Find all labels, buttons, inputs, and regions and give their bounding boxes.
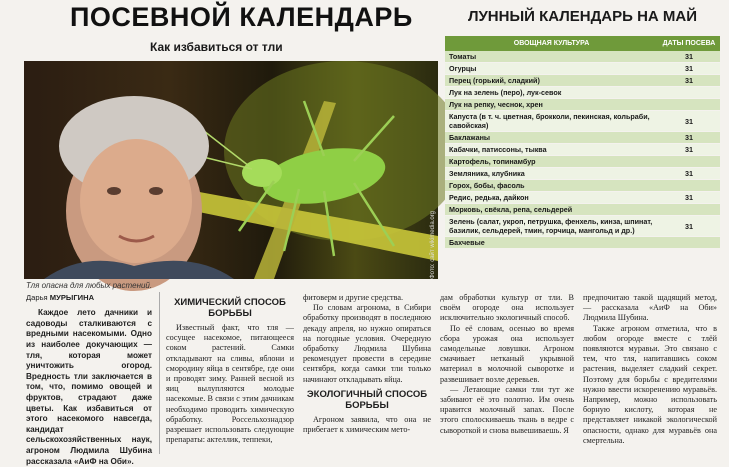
lunar-calendar-title: ЛУННЫЙ КАЛЕНДАРЬ НА МАЙ (467, 8, 698, 25)
article-column-1 (26, 293, 152, 466)
table-row (445, 132, 720, 144)
sowing-date: 31 (685, 193, 693, 202)
article-column-3 (303, 293, 431, 454)
sowing-date (658, 204, 720, 215)
sowing-date (658, 87, 720, 98)
lunar-calendar (445, 0, 720, 249)
table-row (445, 51, 720, 63)
sowing-date: 31 (685, 221, 693, 231)
sowing-date (658, 99, 720, 110)
table-row (445, 111, 720, 132)
column-header-dates: ДАТЫ ПОСЕВА (662, 40, 716, 47)
lunar-table-body (445, 51, 720, 249)
article-paragraph: Агроном заявила, что она не прибегает к химическим мето- (303, 414, 431, 435)
sowing-date: 31 (685, 64, 693, 73)
sowing-date: 31 (685, 116, 693, 126)
crop-name: Огурцы (449, 64, 477, 73)
crop-name: Земляника, клубника (449, 169, 525, 178)
table-row (445, 237, 720, 249)
section-title-ecological: ЭКОЛОГИЧНЫЙ СПОСОБ БОРЬБЫ (306, 388, 428, 411)
sowing-date (658, 237, 720, 248)
photo-illustration (24, 61, 438, 279)
table-row (445, 75, 720, 87)
table-row (445, 144, 720, 156)
column-header-crop: ОВОЩНАЯ КУЛЬТУРА (513, 40, 590, 47)
sowing-date: 31 (685, 52, 693, 61)
section-title-chemical: ХИМИЧЕСКИЙ СПОСОБ БОРЬБЫ (174, 297, 286, 319)
table-row (445, 99, 720, 111)
column-divider (159, 292, 160, 454)
article-paragraph: Также агроном отметила, что в любом огороде вместе с тлёй появляются муравьи. Это связано с тем, что тля, напитавшись соком растения, выделяет сладкий секрет. Поэтому для борьбы с вредителями нужно ввести искоренению муравьёв. Например, можно использовать борную кислоту, которая не представляет никакой экологической опасности, однако для муравьёв она смертельна. (583, 323, 717, 445)
article-lead: Каждое лето дачники и садоводы сталкиваются с вредными насекомыми. Одно из наиболее докучающих — тля, которая может уничтожить огород. Вредность тли заключается в том, что, помимо овощей и фруктов, страдают даже цветы. Как избавиться от этого насекомого навсегда, кандидат сельскохозяйственных наук, агроном Людмила Шубина рассказала «АиФ на Оби». (26, 308, 152, 466)
sowing-date (658, 180, 720, 191)
crop-name: Кабачки, патиссоны, тыква (449, 145, 547, 154)
article-column-4 (440, 293, 574, 454)
crop-name: Редис, редька, дайкон (449, 193, 529, 202)
photo-credit: Фото: сайт wikimedia.org (430, 211, 436, 279)
article-subtitle: Как избавиться от тли (150, 40, 283, 54)
crop-name: Горох, бобы, фасоль (449, 181, 525, 190)
sowing-date: 31 (685, 133, 693, 142)
article-column-2 (166, 293, 294, 454)
crop-name: Морковь, свёкла, репа, сельдерей (449, 205, 573, 214)
crop-name: Картофель, топинамбур (449, 157, 536, 166)
table-row (445, 168, 720, 180)
crop-name: Томаты (449, 52, 477, 61)
table-row (445, 63, 720, 75)
crop-name: Капуста (в т. ч. цветная, брокколи, пекинская, кольраби, савойская) (449, 112, 650, 130)
page-title: ПОСЕВНОЙ КАЛЕНДАРЬ (70, 2, 413, 32)
author-first-name: Дарья (26, 293, 48, 302)
crop-name: Перец (горький, сладкий) (449, 76, 540, 85)
table-row (445, 180, 720, 192)
sowing-date: 31 (685, 76, 693, 85)
author-last-name: МУРЫГИНА (49, 293, 95, 302)
article-photo (24, 61, 438, 279)
article-paragraph: По её словам, осенью во время сбора урожая она использует самодельные ловушки. Агроном смачивает нетканый укрывной материал в молочной сыворотке и развешивает возле деревьев. (440, 323, 574, 384)
article-paragraph: дам обработки культур от тли. В своём огороде она использует исключительно экологичный способ. (440, 293, 574, 323)
sowing-date (658, 156, 720, 167)
crop-name: Лук на репку, чеснок, хрен (449, 100, 543, 109)
table-row (445, 156, 720, 168)
crop-name: Баклажаны (449, 133, 491, 142)
article-column-5 (583, 293, 717, 454)
article-paragraph: — Летающие самки тли тут же забивают её это полотно. Им очень нравится молочный запах. После этого сполоскиваешь ткань в ведре с сывороткой и снова вывешиваешь. Я (440, 384, 574, 435)
crop-name: Бахчевые (449, 238, 485, 247)
article-paragraph: По словам агронома, в Сибири обработку производят в последнюю декаду апреля, но нужно опираться на погодные условия. Очередную обработку Людмила Шубина рекомендует провести в середине сентября, когда самки тли только начинают откладывать яйца. (303, 303, 431, 384)
crop-name: Лук на зелень (перо), лук-севок (449, 88, 562, 97)
crop-name: Зелень (салат, укроп, петрушка, фенхель, кинза, шпинат, базилик, сельдерей, тмин, горчица, мангольд и др.) (449, 217, 653, 235)
sowing-date: 31 (685, 169, 693, 178)
sowing-date: 31 (685, 145, 693, 154)
table-row (445, 192, 720, 204)
photo-caption: Тля опасна для любых растений. (26, 281, 153, 290)
author-byline (26, 293, 152, 303)
article-paragraph: фитоверм и другие средства. (303, 293, 404, 302)
article-paragraph: Известный факт, что тля — сосущее насекомое, питающееся соком растений. Самки откладывают на сливы, яблони и смородину яйца в сентябре, где они и проводят зиму. Ранней весной из яиц вылупляются молодые насекомые. В связи с этим дачникам необходимо проводить химическую обработку. Россельхознадзор разрешает использовать следующие препараты: актеллик, теппеки, (166, 323, 294, 445)
table-row (445, 204, 720, 216)
table-row (445, 216, 720, 237)
lunar-table-header (445, 36, 720, 51)
table-row (445, 87, 720, 99)
article-paragraph: предпочитаю такой щадящий метод, — рассказала «АиФ на Оби» Людмила Шубина. (583, 293, 717, 323)
